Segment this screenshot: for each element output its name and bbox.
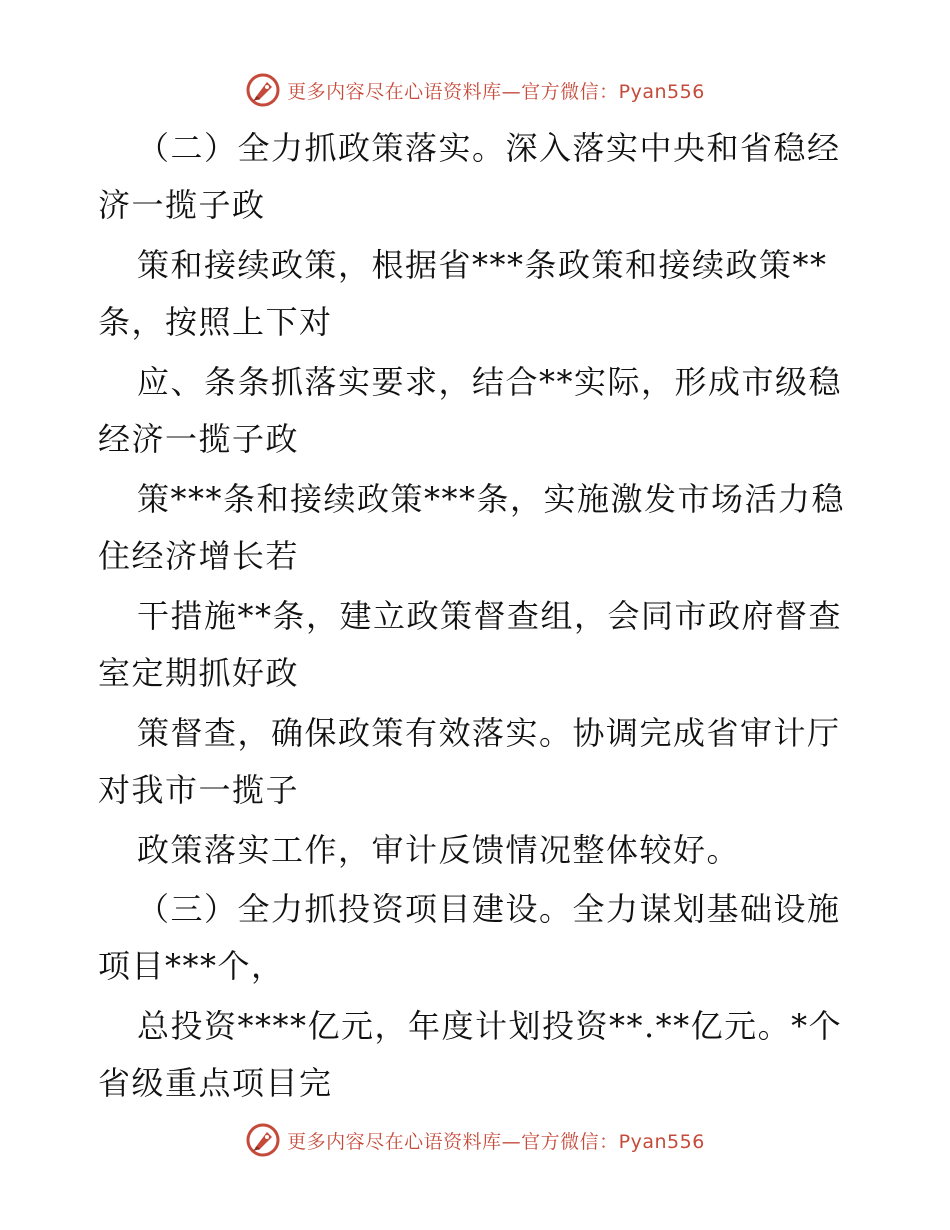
pen-nib-logo-icon (245, 1122, 281, 1158)
paragraph-line: 经济一揽子政 (98, 420, 300, 458)
paragraph-line: 策***条和接续政策***条，实施激发市场活力稳 (137, 480, 846, 518)
paragraph-line: 条，按照上下对 (98, 303, 333, 341)
paragraph-line: 济一揽子政 (98, 186, 266, 224)
paragraph-line: 住经济增长若 (98, 537, 300, 575)
paragraph-line: 项目***个， (98, 947, 285, 985)
paragraph-line: （三）全力抓投资项目建设。全力谋划基础设施 (137, 890, 841, 928)
paragraph-line: 室定期抓好政 (98, 654, 300, 692)
paragraph-line: 策督查，确保政策有效落实。协调完成省审计厅 (137, 714, 841, 752)
footer-banner (0, 1118, 950, 1162)
paragraph-line: 应、条条抓落实要求，结合**实际，形成市级稳 (137, 363, 843, 401)
header-banner-text: 更多内容尽在心语资料库—官方微信：Pyan556 (287, 80, 705, 103)
paragraph-line: 对我市一揽子 (98, 771, 300, 809)
paragraph-line: （二）全力抓政策落实。深入落实中央和省稳经 (137, 129, 841, 167)
paragraph-line: 省级重点项目完 (98, 1064, 333, 1102)
paragraph-line: 总投资****亿元，年度计划投资**.**亿元。*个 (137, 1007, 843, 1045)
paragraph-line: 干措施**条，建立政策督查组，会同市政府督查 (137, 597, 843, 635)
footer-banner-text: 更多内容尽在心语资料库—官方微信：Pyan556 (287, 1130, 705, 1153)
paragraph-line: 策和接续政策，根据省***条政策和接续政策** (137, 246, 828, 284)
paragraph-line: 政策落实工作，审计反馈情况整体较好。 (137, 831, 741, 869)
